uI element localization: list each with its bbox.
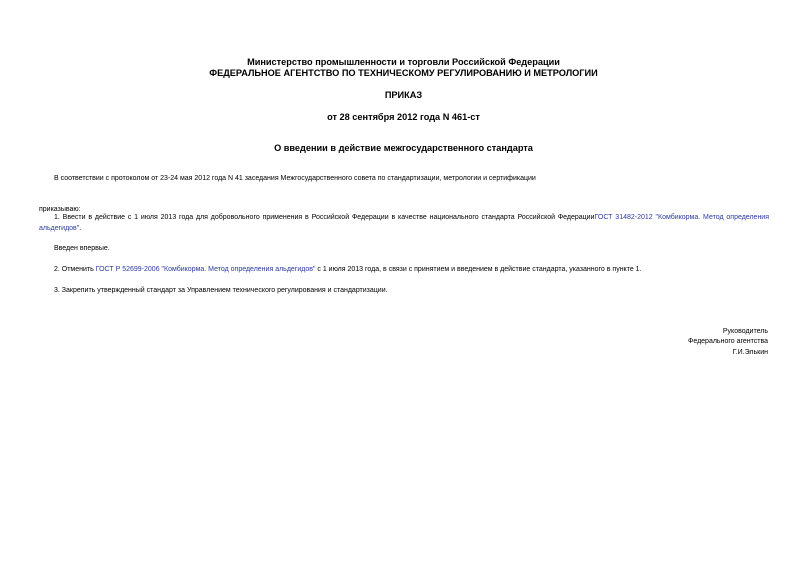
item-2-prefix: 2. Отменить (54, 266, 96, 273)
gost-31482-link-title[interactable]: "Комбикорма. Метод определения альдегидов" (39, 214, 770, 232)
signature-position: Руководитель (722, 328, 768, 335)
item-1-end: . (79, 224, 82, 232)
gost-r-52699-link-title[interactable]: "Комбикорма. Метод определения альдегидов" (161, 266, 316, 273)
order-word: приказываю: (39, 206, 81, 213)
introduced-first-time: Введен впервые. (54, 245, 110, 252)
document-type: ПРИКАЗ (384, 90, 423, 100)
document-date: от 28 сентября 2012 года N 461-ст (327, 112, 480, 122)
gost-r-52699-link-code[interactable]: ГОСТ Р 52699-2006 (95, 266, 160, 273)
item-2-suffix: с 1 июля 2013 года, в связи с принятием и введением в действие стандарта, указанного в пункте 1. (315, 266, 642, 273)
signature-organization: Федерального агентства (688, 338, 768, 345)
ministry-title: Министерство промышленности и торговли Российской Федерации (247, 57, 560, 67)
item-1-text: 1. Ввести в действие с 1 июля 2013 года для добровольного применения в Российской Федерации в качестве национального стандарта Российской Федерации (54, 214, 595, 221)
item-3-paragraph: 3. Закрепить утвержденный стандарт за Управлением технического регулирования и стандартизации. (54, 287, 388, 294)
document-subject: О введении в действие межгосударственного стандарта (274, 143, 533, 153)
item-1-paragraph (39, 213, 769, 234)
agency-title: ФЕДЕРАЛЬНОЕ АГЕНТСТВО ПО ТЕХНИЧЕСКОМУ РЕГУЛИРОВАНИЮ И МЕТРОЛОГИИ (209, 68, 598, 78)
gost-31482-link-code[interactable]: ГОСТ 31482-2012 (594, 214, 653, 221)
signature-name: Г.И.Элькин (732, 349, 768, 356)
item-2-paragraph (54, 265, 642, 275)
preamble-paragraph: В соответствии с протоколом от 23-24 мая 2012 года N 41 заседания Межгосударственного совета по стандартизации, метрологии и сертификации (54, 175, 536, 182)
